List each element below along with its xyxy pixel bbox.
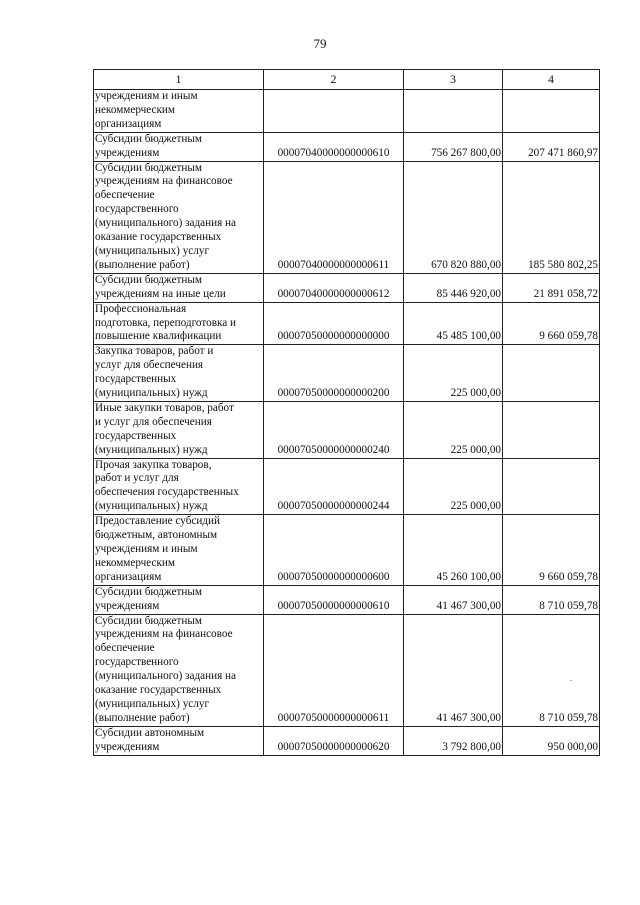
row-value-col4: 8 710 059,78 — [503, 585, 600, 614]
table-row — [94, 161, 600, 273]
row-value-col4: 8 710 059,78 — [503, 614, 600, 726]
row-name: Субсидии бюджетным учреждениям на финансовое обеспечение государственного (муниципального) задания на оказание государственных (муниципальных) услуг (выполнение работ) — [94, 614, 264, 726]
row-value-col4: 207 471 860,97 — [503, 132, 600, 161]
row-value-col3: 41 467 300,00 — [404, 614, 503, 726]
table-row — [94, 614, 600, 726]
row-name: Профессиональная подготовка, переподготовка и повышение квалификации — [94, 302, 264, 345]
row-value-col3: 225 000,00 — [404, 345, 503, 402]
table-row — [94, 273, 600, 302]
row-value-col4: 9 660 059,78 — [503, 515, 600, 586]
row-name: учреждениям и иным некоммерческим организациям — [94, 90, 264, 133]
table-row — [94, 515, 600, 586]
row-name: Субсидии бюджетным учреждениям на иные цели — [94, 273, 264, 302]
row-code: 00007050000000000600 — [264, 515, 404, 586]
table-row — [94, 726, 600, 755]
table-row — [94, 302, 600, 345]
row-code: 00007040000000000612 — [264, 273, 404, 302]
row-value-col3: 45 260 100,00 — [404, 515, 503, 586]
row-code: 00007050000000000000 — [264, 302, 404, 345]
row-name: Субсидии бюджетным учреждениям — [94, 585, 264, 614]
row-value-col4 — [503, 458, 600, 515]
table-row — [94, 132, 600, 161]
row-value-col3: 670 820 880,00 — [404, 161, 503, 273]
table-row — [94, 90, 600, 133]
column-header-4: 4 — [503, 70, 600, 90]
row-code: 00007050000000000240 — [264, 401, 404, 458]
row-value-col4: 950 000,00 — [503, 726, 600, 755]
table-row — [94, 345, 600, 402]
header-row — [94, 70, 600, 90]
row-value-col3 — [404, 90, 503, 133]
row-code: 00007040000000000610 — [264, 132, 404, 161]
row-value-col4 — [503, 401, 600, 458]
row-name: Предоставление субсидий бюджетным, автономным учреждениям и иным некоммерческим организациям — [94, 515, 264, 586]
table-row — [94, 401, 600, 458]
row-name: Иные закупки товаров, работ и услуг для обеспечения государственных (муниципальных) нужд — [94, 401, 264, 458]
row-code: 00007050000000000610 — [264, 585, 404, 614]
row-value-col3: 41 467 300,00 — [404, 585, 503, 614]
row-value-col3: 85 446 920,00 — [404, 273, 503, 302]
table-row — [94, 585, 600, 614]
column-header-2: 2 — [264, 70, 404, 90]
row-name: Закупка товаров, работ и услуг для обеспечения государственных (муниципальных) нужд — [94, 345, 264, 402]
row-name: Субсидии автономным учреждениям — [94, 726, 264, 755]
column-header-1: 1 — [94, 70, 264, 90]
row-code: 00007050000000000611 — [264, 614, 404, 726]
scan-speck — [570, 680, 572, 681]
row-value-col4: 9 660 059,78 — [503, 302, 600, 345]
row-value-col3: 756 267 800,00 — [404, 132, 503, 161]
row-value-col4 — [503, 90, 600, 133]
row-name: Прочая закупка товаров, работ и услуг для обеспечения государственных (муниципальных) нужд — [94, 458, 264, 515]
row-code: 00007050000000000200 — [264, 345, 404, 402]
column-header-3: 3 — [404, 70, 503, 90]
row-code: 00007050000000000244 — [264, 458, 404, 515]
budget-table — [93, 69, 600, 756]
row-code: 00007040000000000611 — [264, 161, 404, 273]
row-value-col4: 21 891 058,72 — [503, 273, 600, 302]
row-value-col4 — [503, 345, 600, 402]
table-row — [94, 458, 600, 515]
row-code — [264, 90, 404, 133]
page-number: 79 — [313, 36, 327, 51]
row-value-col3: 225 000,00 — [404, 401, 503, 458]
row-code: 00007050000000000620 — [264, 726, 404, 755]
row-value-col4: 185 580 802,25 — [503, 161, 600, 273]
row-name: Субсидии бюджетным учреждениям — [94, 132, 264, 161]
row-name: Субсидии бюджетным учреждениям на финансовое обеспечение государственного (муниципального) задания на оказание государственных (муниципальных) услуг (выполнение работ) — [94, 161, 264, 273]
row-value-col3: 45 485 100,00 — [404, 302, 503, 345]
row-value-col3: 3 792 800,00 — [404, 726, 503, 755]
row-value-col3: 225 000,00 — [404, 458, 503, 515]
